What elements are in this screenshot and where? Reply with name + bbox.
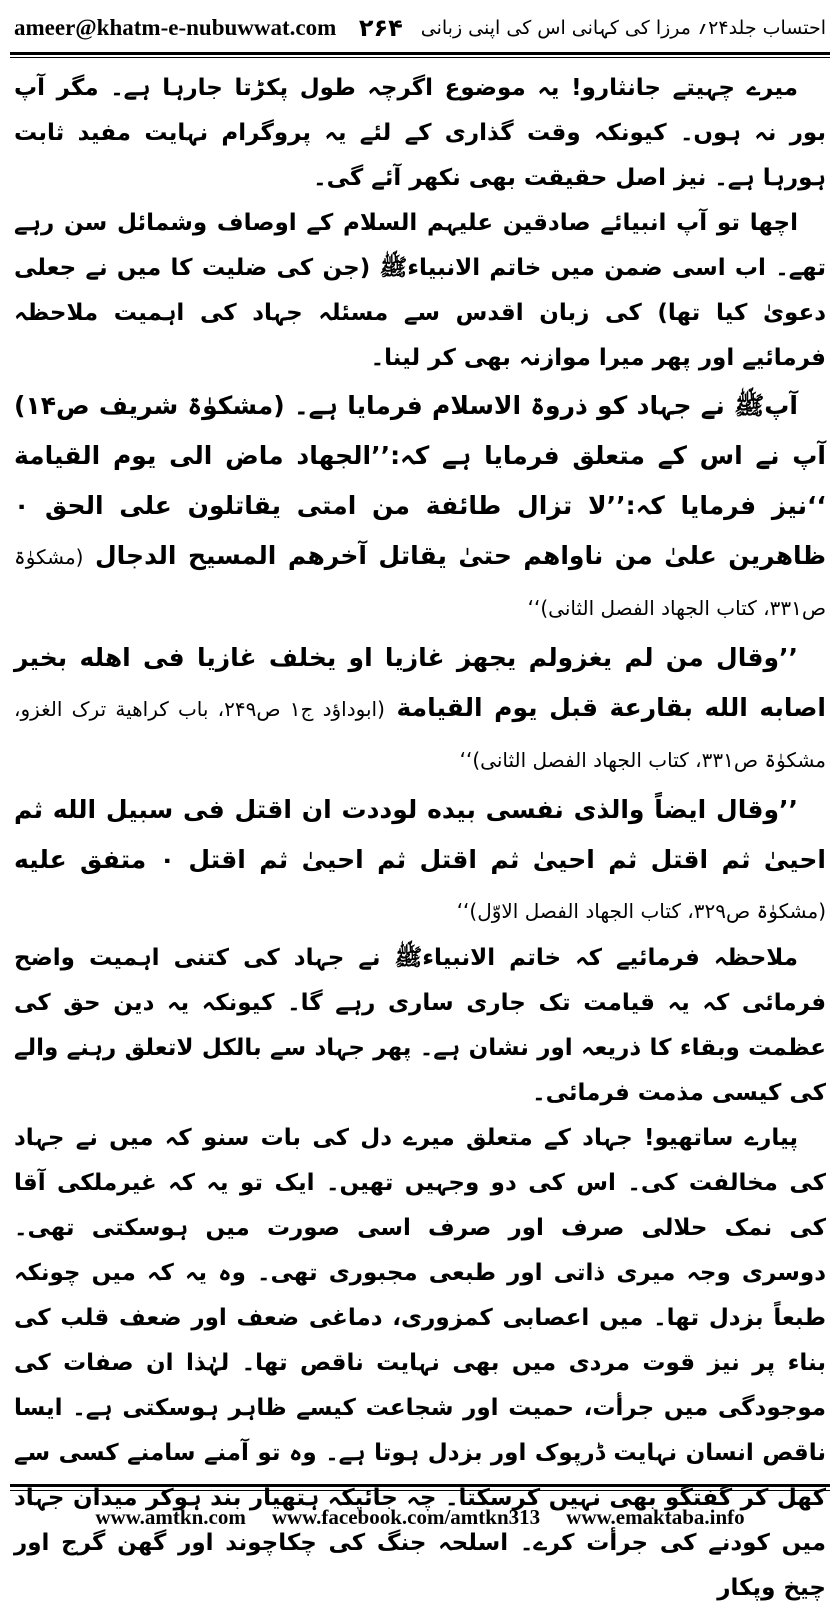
paragraph-3-text: آپﷺ نے جہاد کو ذروۃ الاسلام فرمایا ہے۔ (مشکوٰۃ شریف ص۱۴) آپ نے اس کے متعلق فرمایا ہے کہ:’’الجهاد ماض الی یوم القیامة ‘‘نیز فرمایا کہ:’’لا تزال طائفة من امتی یقاتلون علی الحق ۰ ظاهرین علیٰ من ناواهم حتیٰ یقاتل آخرهم المسیح الدجال xyxy=(14,391,826,570)
footer-rule-thin xyxy=(10,1490,830,1491)
footer-link-amtkn[interactable]: www.amtkn.com xyxy=(95,1504,246,1529)
paragraph-5-reference: (مشکوٰۃ ص۳۲۹، کتاب الجهاد الفصل الاوّل)‘‘ xyxy=(456,899,826,923)
footer-link-emaktaba[interactable]: www.emaktaba.info xyxy=(566,1504,745,1529)
paragraph-5-text: ’’وقال ایضاً والذی نفسی بیده لوددت ان اقتل فی سبیل الله ثم احییٰ ثم اقتل ثم احییٰ ثم اقتل ثم احییٰ ثم اقتل ۰ متفق علیه xyxy=(14,795,826,874)
paragraph-4 xyxy=(14,633,826,785)
paragraph-3-reference: (مشکوٰۃ ص۳۳۱، کتاب الجهاد الفصل الثانی)‘‘ xyxy=(14,545,826,620)
header-title: احتساب جلد۲۴؍ مرزا کی کہانی اس کی اپنی زبانی xyxy=(420,17,826,39)
page-footer xyxy=(0,1494,840,1540)
paragraph-3 xyxy=(14,381,826,633)
header-right xyxy=(359,14,826,42)
header-email[interactable]: ameer@khatm-e-nubuwwat.com xyxy=(14,15,337,40)
header-rule xyxy=(10,52,830,55)
paragraph-6: ملاحظہ فرمائیے کہ خاتم الانبیاءﷺ نے جہاد کی کتنی اہمیت واضح فرمائی کہ یہ قیامت تک جاری ساری رہے گا۔ کیونکہ یہ دین حق کی عظمت وبقاء کا ذریعہ اور نشان ہے۔ پھر جہاد سے بالکل لاتعلق رہنے والے کی کیسی مذمت فرمائی۔ xyxy=(14,945,826,1106)
paragraph-5 xyxy=(14,785,826,936)
paragraph-4-text: ’’وقال من لم یغزولم یجهز غازیا او یخلف غازیا فی اهله بخیر اصابه الله بقارعة قبل یوم القیامة xyxy=(14,643,826,722)
header-rule-thin xyxy=(10,57,830,58)
page-number: ۲۶۴ xyxy=(358,14,403,42)
paragraph-1: میرے چہیتے جانثارو! یہ موضوع اگرچہ طول پکڑتا جارہا ہے۔ مگر آپ بور نہ ہوں۔ کیونکہ وقت گذاری کے لئے یہ پروگرام نہایت مفید ثابت ہورہا ہے۔ نیز اصل حقیقت بھی نکھر آئے گی۔ xyxy=(14,75,826,191)
footer-link-facebook[interactable]: www.facebook.com/amtkn313 xyxy=(271,1504,541,1529)
page-header xyxy=(14,8,826,48)
paragraph-7: پیارے ساتھیو! جہاد کے متعلق میرے دل کی بات سنو کہ میں نے جہاد کی مخالفت کی۔ اس کی دو وجہیں تھیں۔ ایک تو یہ کہ غیرملکی آقا کی نمک حلالی صرف اور صرف اسی صورت میں ہوسکتی تھی۔ دوسری وجہ میری ذاتی اور طبعی مجبوری تھی۔ وہ یہ کہ میں چونکہ طبعاً بزدل تھا۔ میں اعصابی کمزوری، دماغی ضعف اور ضعف قلب کی بناء پر نیز قوت مردی میں بھی نہایت ناقص تھا۔ لہٰذا ان صفات کی موجودگی میں جرأت، حمیت اور شجاعت کیسے ظاہر ہوسکتی ہے۔ ایسا ناقص انسان نہایت ڈرپوک اور بزدل ہوتا ہے۔ وہ تو آمنے سامنے کسی سے کھل کر گفتگو بھی نہیں کرسکتا۔ چہ جائیکہ ہتھیار بند ہوکر میدان جہاد میں کودنے کی جرأت کرے۔ اسلحہ جنگ کی چکاچوند اور گھن گرج اور چیخ وپکار xyxy=(14,1125,826,1601)
footer-rule xyxy=(10,1484,830,1487)
paragraph-2: اچھا تو آپ انبیائے صادقین علیہم السلام کے اوصاف وشمائل سن رہے تھے۔ اب اسی ضمن میں خاتم الانبیاءﷺ (جن کی ضلیت کا میں نے جعلی دعویٰ کیا تھا) کی زبان اقدس سے مسئلہ جہاد کی اہمیت ملاحظہ فرمائیے اور پھر میرا موازنہ بھی کر لینا۔ xyxy=(14,210,826,371)
paragraph-4-reference: (ابوداؤد ج۱ ص۲۴۹، باب کراهیة ترک الغزو، مشکوٰۃ ص۳۳۱، کتاب الجهاد الفصل الثانی)‘‘ xyxy=(14,697,826,772)
